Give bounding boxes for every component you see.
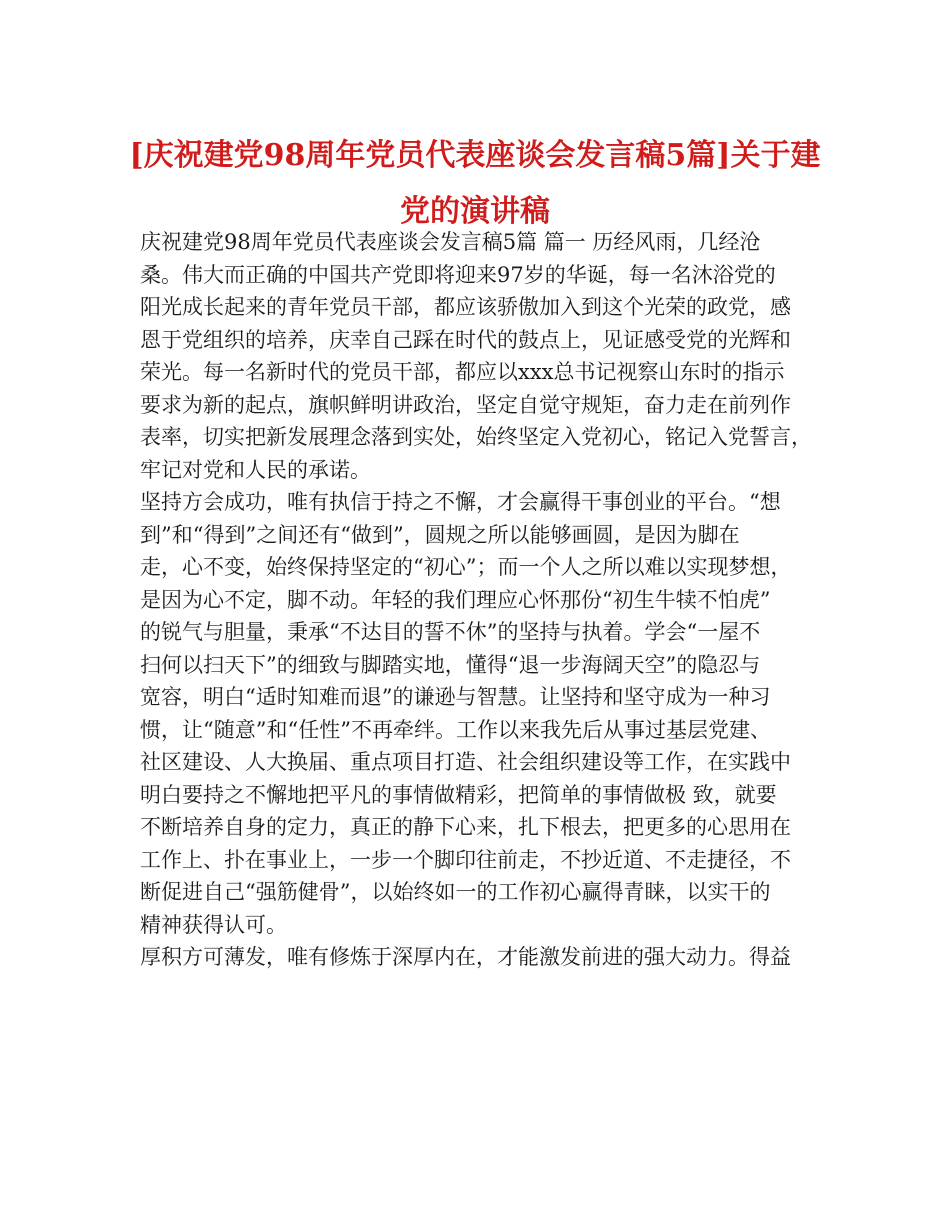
document-title — [100, 128, 850, 240]
body-line: 断促进自己“强筋健骨”，以始终如一的工作初心赢得青睐，以实干的 — [140, 880, 771, 904]
title-line: [庆祝建党98周年党员代表座谈会发言稿5篇]关于建 — [129, 138, 821, 173]
body-line: 社区建设、人大换届、重点项目打造、社会组织建设等工作，在实践中 — [140, 750, 791, 774]
body-line: 桑。伟大而正确的中国共产党即将迎来97岁的华诞，每一名沐浴党的 — [140, 262, 776, 287]
body-line: 庆祝建党98周年党员代表座谈会发言稿5篇 篇一 历经风雨，几经沧 — [140, 230, 761, 254]
body-line: 明白要持之不懈地把平凡的事情做精彩，把简单的事情做极 致，就要 — [140, 782, 777, 807]
body-line: 工作上、扑在事业上，一步一个脚印往前走，不抄近道、不走捷径，不 — [140, 847, 791, 872]
body-line: 扫何以扫天下”的细致与脚踏实地，懂得“退一步海阔天空”的隐忍与 — [140, 652, 761, 677]
body-line: 要求为新的起点，旗帜鲜明讲政治，坚定自觉守规矩，奋力走在前列作 — [140, 392, 791, 417]
body-line: 是因为心不定，脚不动。年轻的我们理应心怀那份“初生牛犊不怕虎” — [140, 587, 771, 612]
body-line: 惯，让“随意”和“任性”不再牵绊。工作以来我先后从事过基层党建、 — [140, 717, 771, 742]
body-line: 恩于党组织的培养，庆幸自己踩在时代的鼓点上，见证感受党的光辉和 — [140, 327, 791, 352]
body-line: 到”和“得到”之间还有“做到”，圆规之所以能够画圆，是因为脚在 — [140, 522, 740, 547]
body-line: 不断培养自身的定力，真正的静下心来，扎下根去，把更多的心思用在 — [140, 815, 791, 839]
body-line: 走，心不变，始终保持坚定的“初心”；而一个人之所以难以实现梦想， — [140, 555, 792, 579]
body-line: 宽容，明白“适时知难而退”的谦逊与智慧。让坚持和坚守成为一种习 — [140, 685, 771, 709]
body-line: 坚持方会成功，唯有执信于持之不懈，才会赢得干事创业的平台。“想 — [140, 490, 781, 514]
body-line: 阳光成长起来的青年党员干部，都应该骄傲加入到这个光荣的政党，感 — [140, 295, 791, 319]
body-line: 厚积方可薄发，唯有修炼于深厚内在，才能激发前进的强大动力。得益 — [140, 945, 791, 969]
title-line: 党的演讲稿 — [400, 194, 550, 229]
document-body — [140, 226, 820, 974]
body-line: 的锐气与胆量，秉承“不达目的誓不休”的坚持与执着。学会“一屋不 — [140, 620, 761, 644]
body-line: 牢记对党和人民的承诺。 — [140, 457, 371, 482]
body-line: 表率，切实把新发展理念落到实处，始终坚定入党初心，铭记入党誓言， — [140, 425, 812, 449]
body-line: 精神获得认可。 — [140, 912, 287, 937]
body-line: 荣光。每一名新时代的党员干部，都应以xxx总书记视察山东时的指示 — [140, 360, 785, 384]
